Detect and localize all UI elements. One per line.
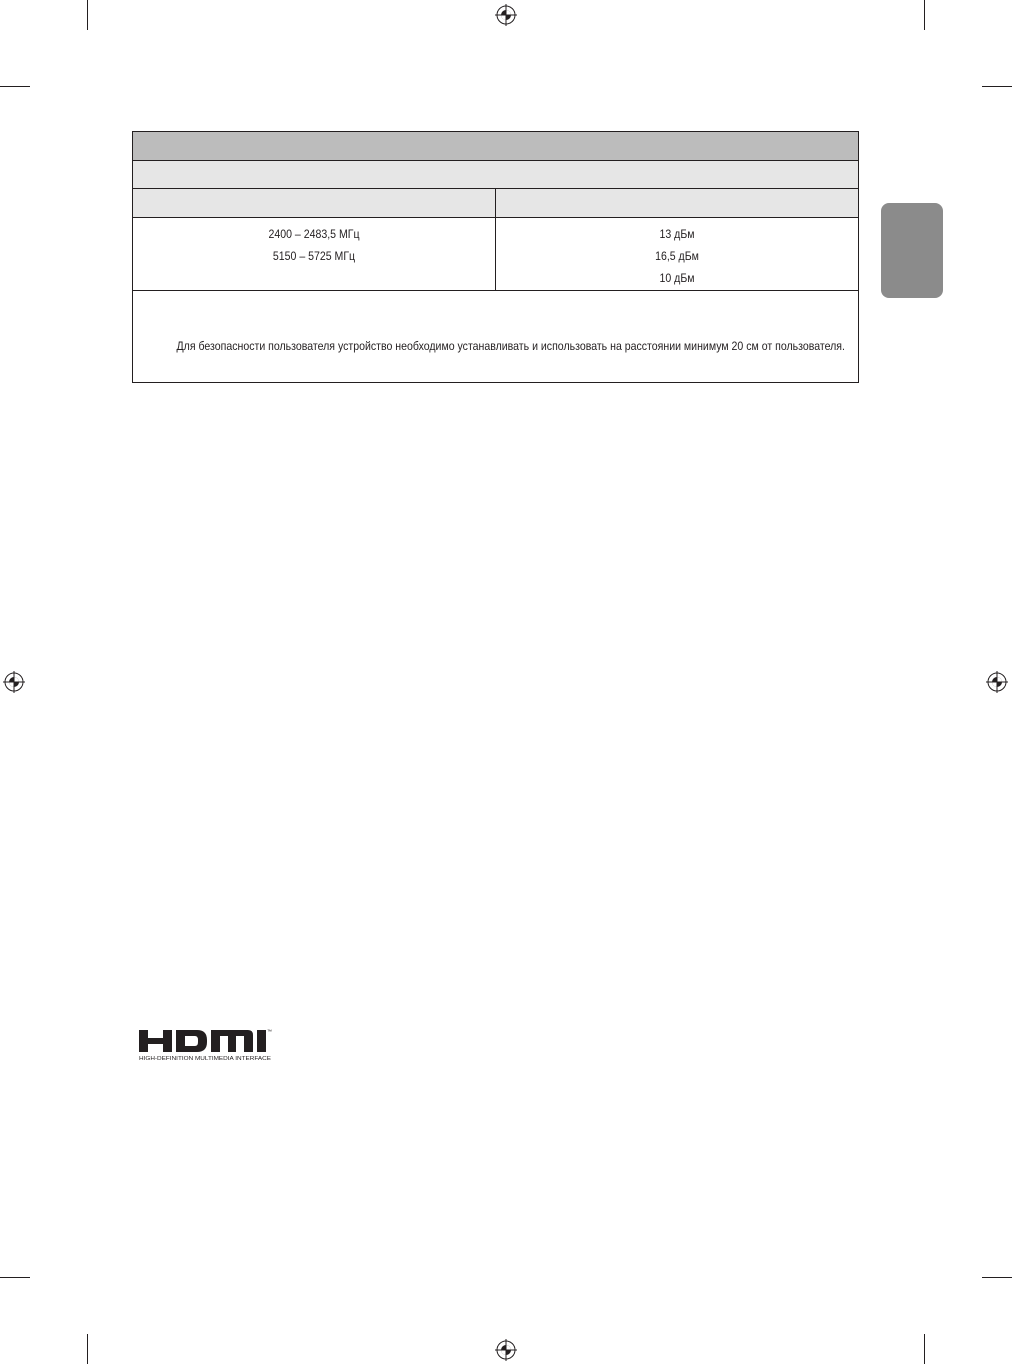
crop-mark <box>982 1277 1012 1278</box>
output-power-cell <box>496 218 859 291</box>
frequency-range-value: 5150 – 5725 МГц <box>272 249 356 263</box>
registration-mark-icon <box>3 671 25 693</box>
hdmi-logo <box>139 1027 276 1064</box>
table-title-cell <box>133 132 859 161</box>
language-side-tab <box>881 203 943 298</box>
table-subtitle-cell <box>133 161 859 189</box>
frequency-range-value: 2400 – 2483,5 МГц <box>268 227 360 241</box>
hdmi-logo-graphic <box>139 1027 276 1064</box>
output-power-value: 16,5 дБм <box>655 249 699 263</box>
output-power-value: 10 дБм <box>659 271 695 285</box>
registration-mark-icon <box>986 671 1008 693</box>
crop-mark <box>924 0 925 30</box>
crop-mark <box>0 1277 30 1278</box>
crop-mark <box>87 1334 88 1364</box>
hdmi-trademark: ™ <box>267 1029 272 1035</box>
registration-mark-icon <box>495 1339 517 1361</box>
safety-note-text: Для безопасности пользователя устройство необходимо устанавливать и использовать на расстоянии минимум 20 см от пользователя. <box>176 339 845 353</box>
crop-mark <box>87 0 88 30</box>
crop-mark <box>0 86 30 87</box>
crop-mark <box>982 86 1012 87</box>
hdmi-tagline: HIGH-DEFINITION MULTIMEDIA INTERFACE <box>139 1056 272 1062</box>
safety-note-cell <box>133 291 859 383</box>
frequency-range-cell <box>133 218 496 291</box>
wireless-spec-table <box>132 131 859 383</box>
registration-mark-icon <box>495 4 517 26</box>
power-header-cell <box>496 189 859 218</box>
frequency-header-cell <box>133 189 496 218</box>
crop-mark <box>924 1334 925 1364</box>
output-power-value: 13 дБм <box>659 227 695 241</box>
